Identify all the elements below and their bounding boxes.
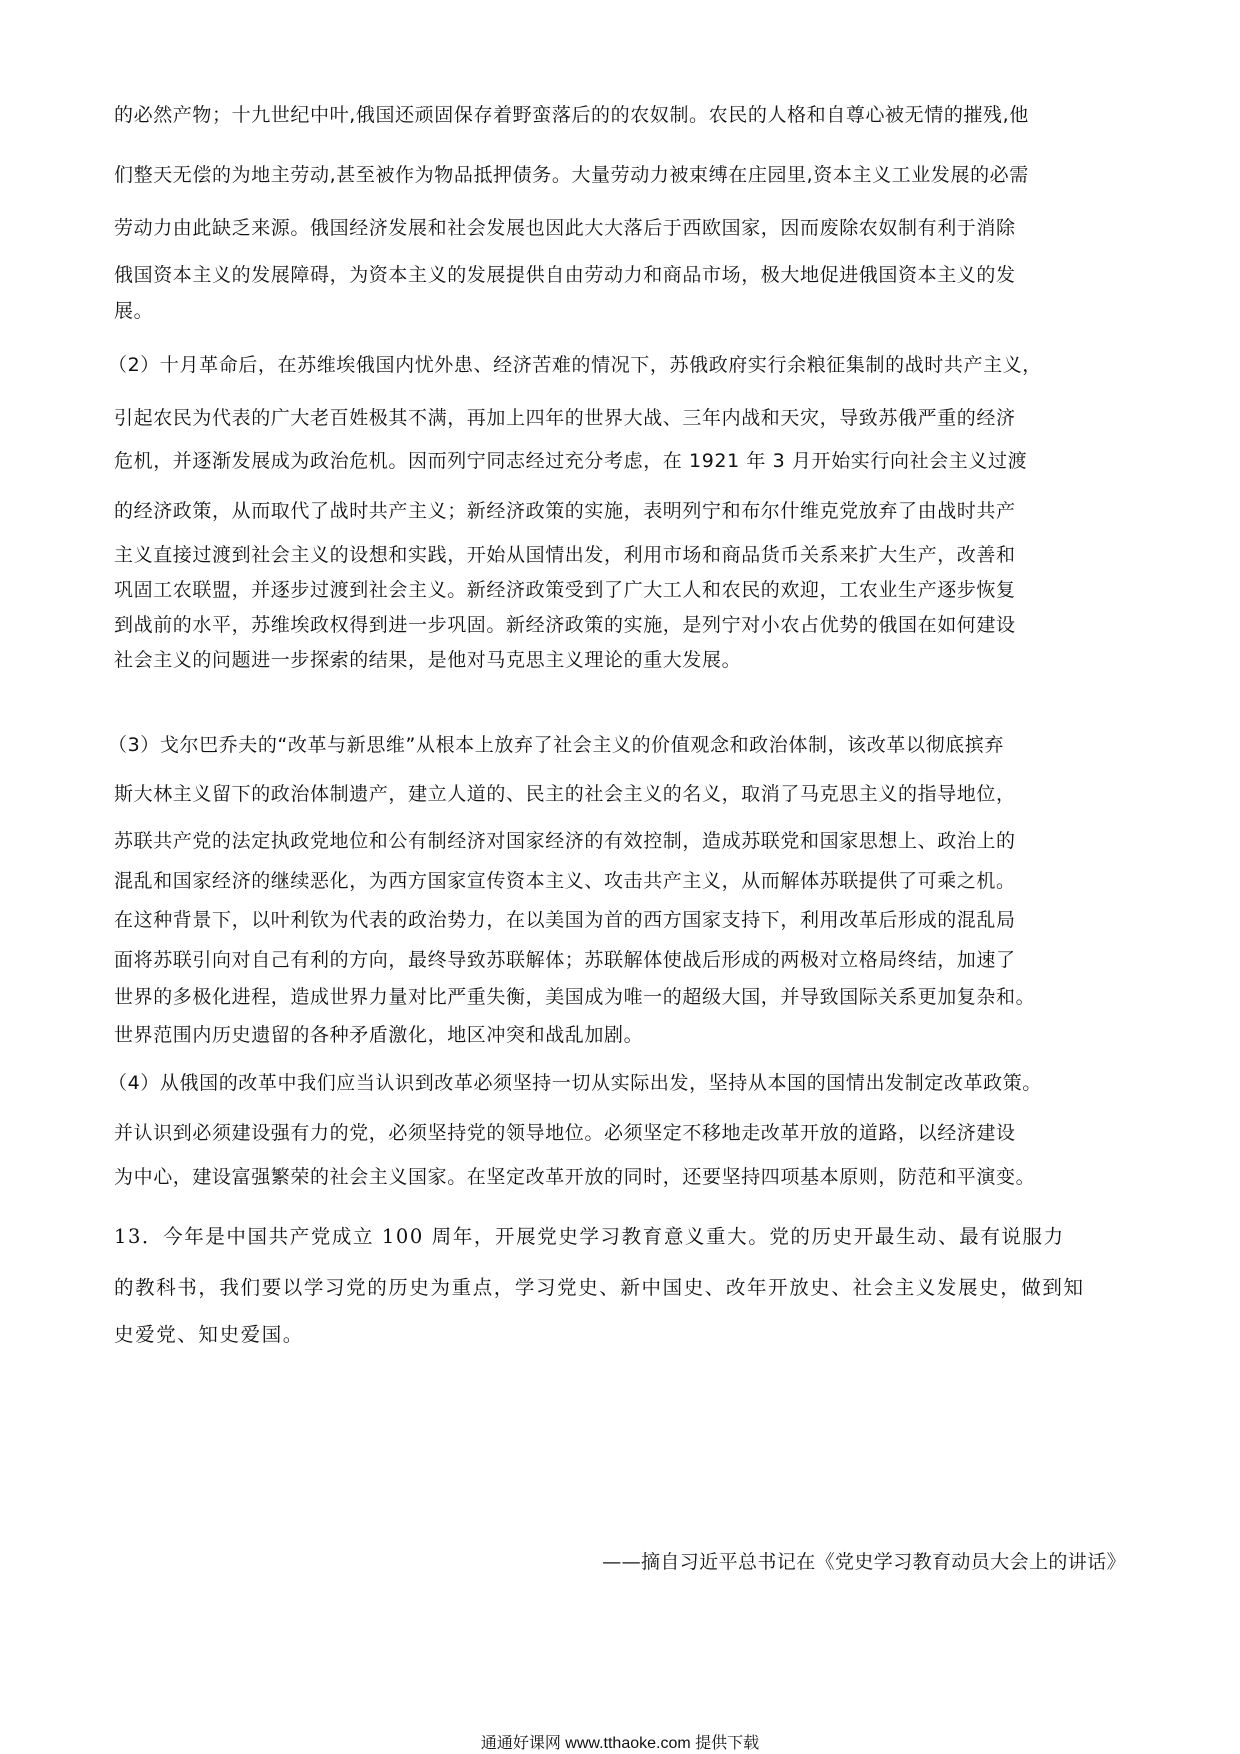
text-line: 混乱和国家经济的继续恶化，为西方国家宣传资本主义、攻击共产主义，从而解体苏联提供了可乘之机。 (114, 870, 1016, 892)
text-line: 为中心，建设富强繁荣的社会主义国家。在坚定改革开放的同时，还要坚持四项基本原则，防范和平演变。 (114, 1166, 1036, 1188)
question-text-line: 的教科书，我们要以学习党的历史为重点，学习党史、新中国史、改年开放史、社会主义发展史，做到知 (114, 1276, 1085, 1299)
question-text-line: 史爱党、知史爱国。 (114, 1323, 304, 1346)
text-line: 在这种背景下，以叶利钦为代表的政治势力，在以美国为首的西方国家支持下，利用改革后形成的混乱局 (114, 909, 1016, 931)
text-line: （2）十月革命后，在苏维埃俄国内忧外患、经济苦难的情况下，苏俄政府实行余粮征集制的战时共产主义， (108, 354, 1042, 376)
text-line: 俄国资本主义的发展障碍，为资本主义的发展提供自由劳动力和商品市场，极大地促进俄国资本主义的发 (114, 264, 1016, 286)
text-line: 的必然产物；十九世纪中叶,俄国还顽固保存着野蛮落后的的农奴制。农民的人格和自尊心被无情的摧残,他 (114, 104, 1029, 126)
text-line: 社会主义的问题进一步探索的结果，是他对马克思主义理论的重大发展。 (114, 649, 742, 671)
text-line: 们整天无偿的为地主劳动,甚至被作为物品抵押债务。大量劳动力被束缚在庄园里,资本主义工业发展的必需 (114, 164, 1029, 186)
text-line: 到战前的水平，苏维埃政权得到进一步巩固。新经济政策的实施，是列宁对小农占优势的俄国在如何建设 (114, 614, 1016, 636)
text-line: 世界的多极化进程，造成世界力量对比严重失衡，美国成为唯一的超级大国，并导致国际关系更加复杂和。 (114, 986, 1036, 1008)
text-line: 引起农民为代表的广大老百姓极其不满，再加上四年的世界大战、三年内战和天灾，导致苏俄严重的经济 (114, 407, 1016, 429)
text-line: 巩固工农联盟，并逐步过渡到社会主义。新经济政策受到了广大工人和农民的欢迎，工农业生产逐步恢复 (114, 579, 1016, 601)
text-line: 展。 (114, 300, 154, 322)
text-line: 主义直接过渡到社会主义的设想和实践，开始从国情出发，利用市场和商品货币关系来扩大生产，改善和 (114, 544, 1016, 566)
text-line: 斯大林主义留下的政治体制遗产，建立人道的、民主的社会主义的名义，取消了马克思主义的指导地位， (114, 783, 1016, 805)
text-line: 劳动力由此缺乏来源。俄国经济发展和社会发展也因此大大落后于西欧国家，因而废除农奴制有利于消除 (114, 217, 1016, 239)
text-line: 面将苏联引向对自己有利的方向，最终导致苏联解体；苏联解体使战后形成的两极对立格局终结，加速了 (114, 949, 1016, 971)
text-line: 并认识到必须建设强有力的党，必须坚持党的领导地位。必须坚定不移地走改革开放的道路，以经济建设 (114, 1122, 1016, 1144)
quote-source: ——摘自习近平总书记在《党史学习教育动员大会上的讲话》 (602, 1551, 1126, 1573)
text-line: （4）从俄国的改革中我们应当认识到改革必须坚持一切从实际出发，坚持从本国的国情出发制定改革政策。 (108, 1072, 1042, 1094)
text-line: 危机，并逐渐发展成为政治危机。因而列宁同志经过充分考虑，在 1921 年 3 月开始实行向社会主义过渡 (114, 450, 1028, 472)
text-line: 苏联共产党的法定执政党地位和公有制经济对国家经济的有效控制，造成苏联党和国家思想上、政治上的 (114, 830, 1016, 852)
text-line: （3）戈尔巴乔夫的“改革与新思维”从根本上放弃了社会主义的价值观念和政治体制，该改革以彻底摈弃 (108, 734, 1004, 756)
question-text-line: 13．今年是中国共产党成立 100 周年，开展党史学习教育意义重大。党的历史开最生动、最有说服力 (114, 1225, 1065, 1248)
text-line: 世界范围内历史遗留的各种矛盾激化，地区冲突和战乱加剧。 (114, 1024, 644, 1046)
page-footer: 通通好课网 www.tthaoke.com 提供下载 (480, 1735, 760, 1752)
text-line: 的经济政策，从而取代了战时共产主义；新经济政策的实施，表明列宁和布尔什维克党放弃了由战时共产 (114, 500, 1016, 522)
